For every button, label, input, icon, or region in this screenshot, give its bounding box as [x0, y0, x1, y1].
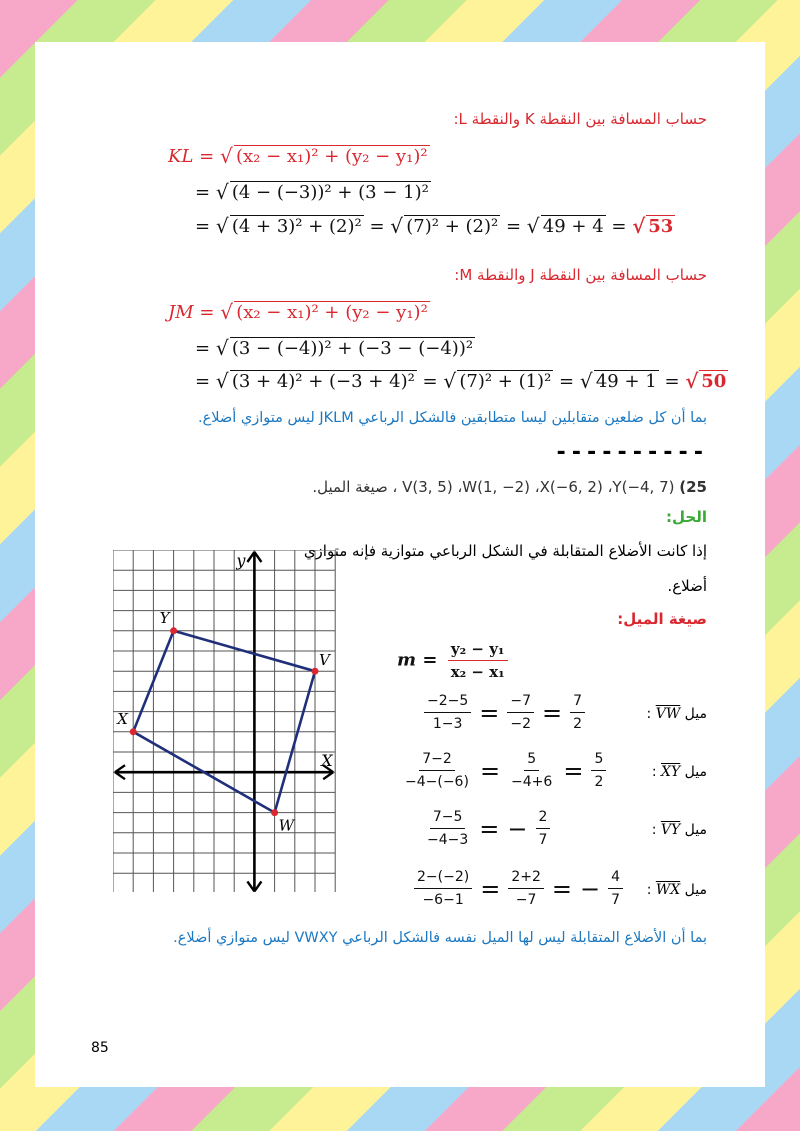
vw-label: ميل	[684, 706, 707, 722]
vw-f3-num: 7	[570, 692, 585, 713]
xy-f2-num: 5	[524, 750, 539, 771]
slope-num: y₂ − y₁	[448, 640, 508, 661]
kl-step2: (4 − (−3))² + (3 − 1)²	[231, 182, 429, 203]
wx-sign: −	[579, 874, 601, 903]
jm-step2-line: = √ (3 − (−4))² + (−3 − (−4))²	[195, 338, 475, 359]
slope-row-xy: $\frac{7-2}{-4-(-6)}$ = $\frac{5}{-4+6}$ = $\frac{5}{2}$	[398, 750, 610, 791]
kl-lhs: KL =	[168, 146, 215, 167]
wx-f2-num: 2+2	[508, 868, 544, 889]
y-axis-label: y	[236, 551, 246, 570]
coordinate-graph	[113, 550, 337, 892]
problem-number: 25)	[679, 478, 707, 496]
point-label-x: X	[117, 709, 128, 728]
intro-text-2: أضلاع.	[667, 577, 707, 595]
xy-f1-num: 7−2	[419, 750, 455, 771]
jm-formula-line	[168, 302, 430, 323]
vw-f1-num: −2−5	[424, 692, 471, 713]
xy-f3-num: 5	[591, 750, 606, 771]
jm-step3a: (3 + 4)² + (−3 + 4)²	[231, 371, 415, 392]
jm-step3b: (7)² + (1)²	[459, 371, 552, 392]
jm-lhs: JM =	[168, 302, 215, 323]
xy-label: ميل	[684, 764, 707, 780]
wx-label: ميل	[684, 882, 707, 898]
vy-f3-den: 7	[538, 832, 548, 848]
xy-f3-den: 2	[594, 774, 604, 790]
vy-seg: VY	[660, 822, 681, 838]
heading-jm: حساب المسافة بين النقطة J والنقطة M:	[454, 266, 707, 284]
point-label-w: W	[278, 816, 295, 835]
wx-f2-den: −7	[515, 892, 537, 908]
slope-lhs: m =	[397, 649, 438, 671]
conclusion-jklm: بما أن كل ضلعين متقابلين ليسا متطابقين فالشكل الرباعي JKLM ليس متوازي أضلاع.	[197, 410, 707, 426]
slope-label-vy: ميل VY :	[651, 822, 707, 838]
jm-result: 50	[701, 371, 727, 392]
slope-formula	[397, 640, 512, 681]
vw-f2-den: −2	[510, 716, 532, 732]
xy-f1-den: −4−(−6)	[405, 774, 469, 790]
wx-f3-den: 7	[611, 892, 620, 908]
point-y	[170, 627, 177, 634]
slope-label-vw: ميل VW :	[646, 706, 707, 722]
kl-step3a: (4 + 3)² + (2)²	[231, 216, 362, 237]
heading-kl: حساب المسافة بين النقطة K والنقطة L:	[453, 110, 707, 128]
kl-step3c: 49 + 4	[542, 216, 604, 237]
separator: ----------	[554, 440, 707, 465]
jm-step3-line: = √ (3 + 4)² + (−3 + 4)² = √ (7)² + (1)² = √ 49 + 1 = √ 50	[195, 371, 728, 392]
wx-f1-den: −6−1	[422, 892, 464, 908]
vw-f3-den: 2	[573, 716, 583, 732]
jm-step3c: 49 + 1	[595, 371, 657, 392]
quadrilateral-vwxy	[133, 631, 315, 813]
problem-25	[312, 478, 707, 496]
vy-f1-den: −4−3	[427, 832, 469, 848]
kl-formula: (x₂ − x₁)² + (y₂ − y₁)²	[235, 146, 428, 167]
point-x	[130, 728, 137, 735]
slope-label: صيغة الميل:	[617, 610, 707, 628]
wx-f1-num: 2−(−2)	[414, 868, 472, 889]
point-label-y: Y	[159, 608, 170, 627]
slope-label-wx: ميل WX :	[646, 882, 707, 898]
problem-statement: V(3, 5) ،W(1, −2) ،X(−6, 2) ،Y(−4, 7) ، صيغة الميل.	[312, 478, 675, 496]
point-w	[271, 809, 278, 816]
kl-step3b: (7)² + (2)²	[406, 216, 499, 237]
xy-seg: XY	[661, 764, 681, 780]
kl-result: 53	[648, 216, 674, 237]
kl-step2-line: = √ (4 − (−3))² + (3 − 1)²	[195, 182, 431, 203]
vw-f1-den: 1−3	[432, 716, 463, 732]
kl-step3-line: = √ (4 + 3)² + (2)² = √ (7)² + (2)² = √ 49 + 4 = √ 53	[195, 216, 675, 237]
point-label-v: V	[319, 651, 330, 670]
solution-label: الحل:	[666, 508, 707, 526]
xy-f2-den: −4+6	[511, 774, 553, 790]
vw-seg: VW	[655, 706, 681, 722]
kl-formula-line	[168, 146, 430, 167]
jm-formula: (x₂ − x₁)² + (y₂ − y₁)²	[236, 302, 428, 323]
vy-sign: −	[507, 814, 528, 843]
page-number: 85	[91, 1040, 109, 1056]
vw-f2-num: −7	[507, 692, 534, 713]
vy-f1-num: 7−5	[430, 808, 466, 829]
slope-row-vy: $\frac{7-5}{-4-3}$ = − $\frac{2}{7}$	[420, 808, 554, 849]
point-v	[312, 668, 319, 675]
slope-label-xy: ميل XY :	[651, 764, 707, 780]
page-sheet	[35, 42, 765, 1087]
wx-f3-num: 4	[608, 868, 623, 889]
x-axis-label: X	[321, 751, 333, 771]
jm-step2: (3 − (−4))² + (−3 − (−4))²	[231, 338, 474, 359]
intro-text: إذا كانت الأضلاع المتقابلة في الشكل الرباعي متوازية فإنه متوازي	[303, 542, 707, 560]
slope-den: x₂ − x₁	[450, 663, 505, 681]
wx-seg: WX	[655, 882, 681, 898]
vy-f3-num: 2	[536, 808, 551, 829]
slope-row-vw: $\frac{-2-5}{1-3}$ = $\frac{-7}{-2}$ = $\frac{7}{2}$	[420, 692, 589, 733]
vy-label: ميل	[684, 822, 707, 838]
final-conclusion: بما أن الأضلاع المتقابلة ليس لها الميل نفسه فالشكل الرباعي VWXY ليس متوازي أضلاع.	[173, 930, 707, 946]
slope-row-wx: $\frac{2-(-2)}{-6-1}$ = $\frac{2+2}{-7}$ = − $\frac{4}{7}$	[410, 868, 627, 909]
